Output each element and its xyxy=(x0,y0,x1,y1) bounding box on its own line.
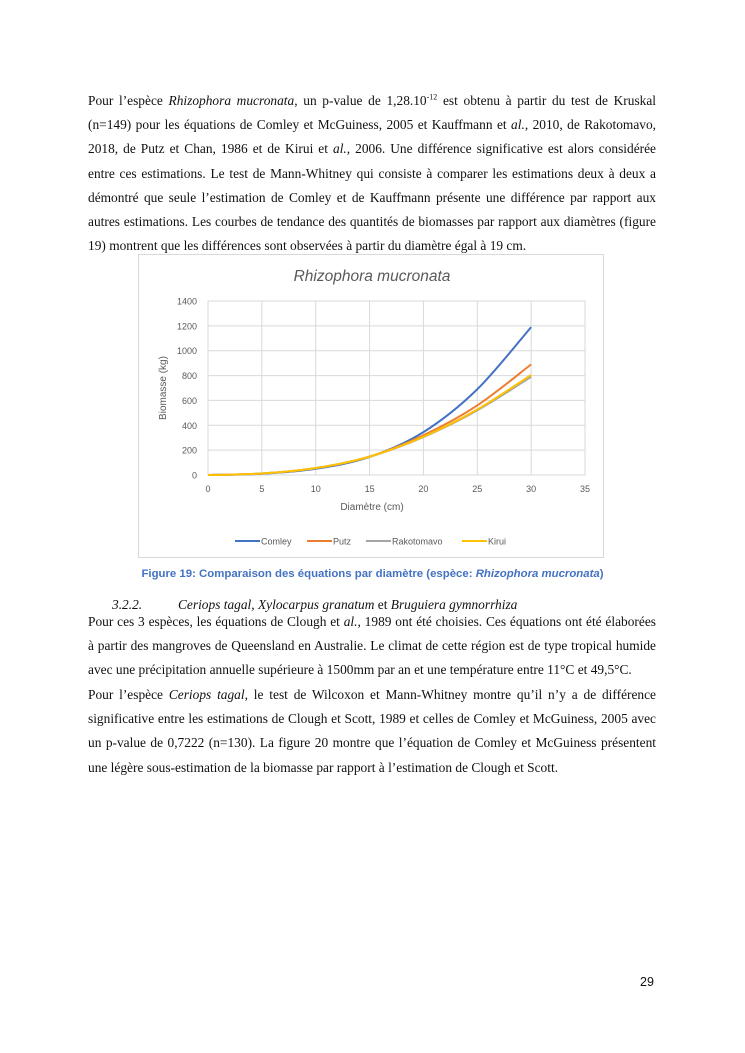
x-tick-label: 10 xyxy=(310,484,321,494)
x-tick-label: 20 xyxy=(418,484,429,494)
x-tick-label: 15 xyxy=(364,484,375,494)
x-axis-label: Diamètre (cm) xyxy=(340,502,404,513)
x-tick-label: 5 xyxy=(259,484,265,494)
section-heading: 3.2.2. Ceriops tagal, Xylocarpus granatum et Bruguiera gymnorrhiza xyxy=(112,597,518,612)
y-tick-label: 200 xyxy=(181,445,197,456)
y-tick-label: 400 xyxy=(181,420,197,431)
paragraph-clough: Pour ces 3 espèces, les équations de Clough et al., 1989 ont été choisies. Ces équations ont été élaborées à partir des mangroves de Queensland en Australie. Le climat de cette région est de type tropical humide avec une précipitation annuelle supérieure à 1500mm par an et une température entre 11°C et 49,5°C. xyxy=(88,614,656,678)
y-tick-label: 0 xyxy=(191,470,197,481)
y-tick-label: 600 xyxy=(181,395,197,406)
y-tick-label: 1400 xyxy=(176,296,197,307)
figure-19-chart xyxy=(138,254,604,558)
legend-label: Kirui xyxy=(488,536,507,547)
line-chart xyxy=(139,255,605,559)
x-tick-label: 30 xyxy=(526,484,537,494)
legend-label: Rakotomavo xyxy=(392,536,443,547)
x-tick-label: 0 xyxy=(205,484,211,494)
x-tick-label: 25 xyxy=(472,484,483,494)
paragraph-kruskal: Pour l’espèce Rhizophora mucronata, un p-value de $1,28.10^{-12}$ est obtenu à partir du test de Kruskal (n=149) pour les équations de Comley et McGuiness, 2005 et Kauffmann et al., 2010, de Rakotomavo, 2018, de Putz et Chan, 1986 et de Kirui et al., 2006. Une différence significative est alors considérée entre ces estimations. Le test de Mann-Whitney qui consiste à comparer les estimations deux à deux a démontré que seule l’estimation de Comley et de Kauffmann présente une différence par rapport aux autres estimations. Les courbes de tendance des quantités de biomasses par rapport aux diamètres (figure 19) montrent que les différences sont observées à partir du diamètre égal à 19 cm. xyxy=(88,92,657,254)
figure-caption: Figure 19: Comparaison des équations par diamètre (espèce: Rhizophora mucronata) xyxy=(141,568,604,580)
legend-label: Putz xyxy=(333,536,352,547)
page-number: 29 xyxy=(640,975,654,989)
y-tick-label: 1000 xyxy=(176,346,197,357)
paragraph-ceriops: Pour l’espèce Ceriops tagal, le test de Wilcoxon et Mann-Whitney montre qu’il n’y a de différence significative entre les estimations de Clough et Scott, 1989 et celles de Comley et McGuiness, 2005 avec un p-value de 0,7222 (n=130). La figure 20 montre que l’équation de Comley et McGuiness présentent une légère sous-estimation de la biomasse par rapport à l’estimation de Clough et Scott. xyxy=(88,687,656,775)
x-tick-label: 35 xyxy=(579,484,591,494)
y-tick-label: 800 xyxy=(181,371,197,382)
legend-label: Comley xyxy=(261,536,292,547)
chart-title: Rhizophora mucronata xyxy=(293,268,451,285)
y-axis-label: Biomasse (kg) xyxy=(158,356,169,420)
y-tick-label: 1200 xyxy=(176,321,197,332)
